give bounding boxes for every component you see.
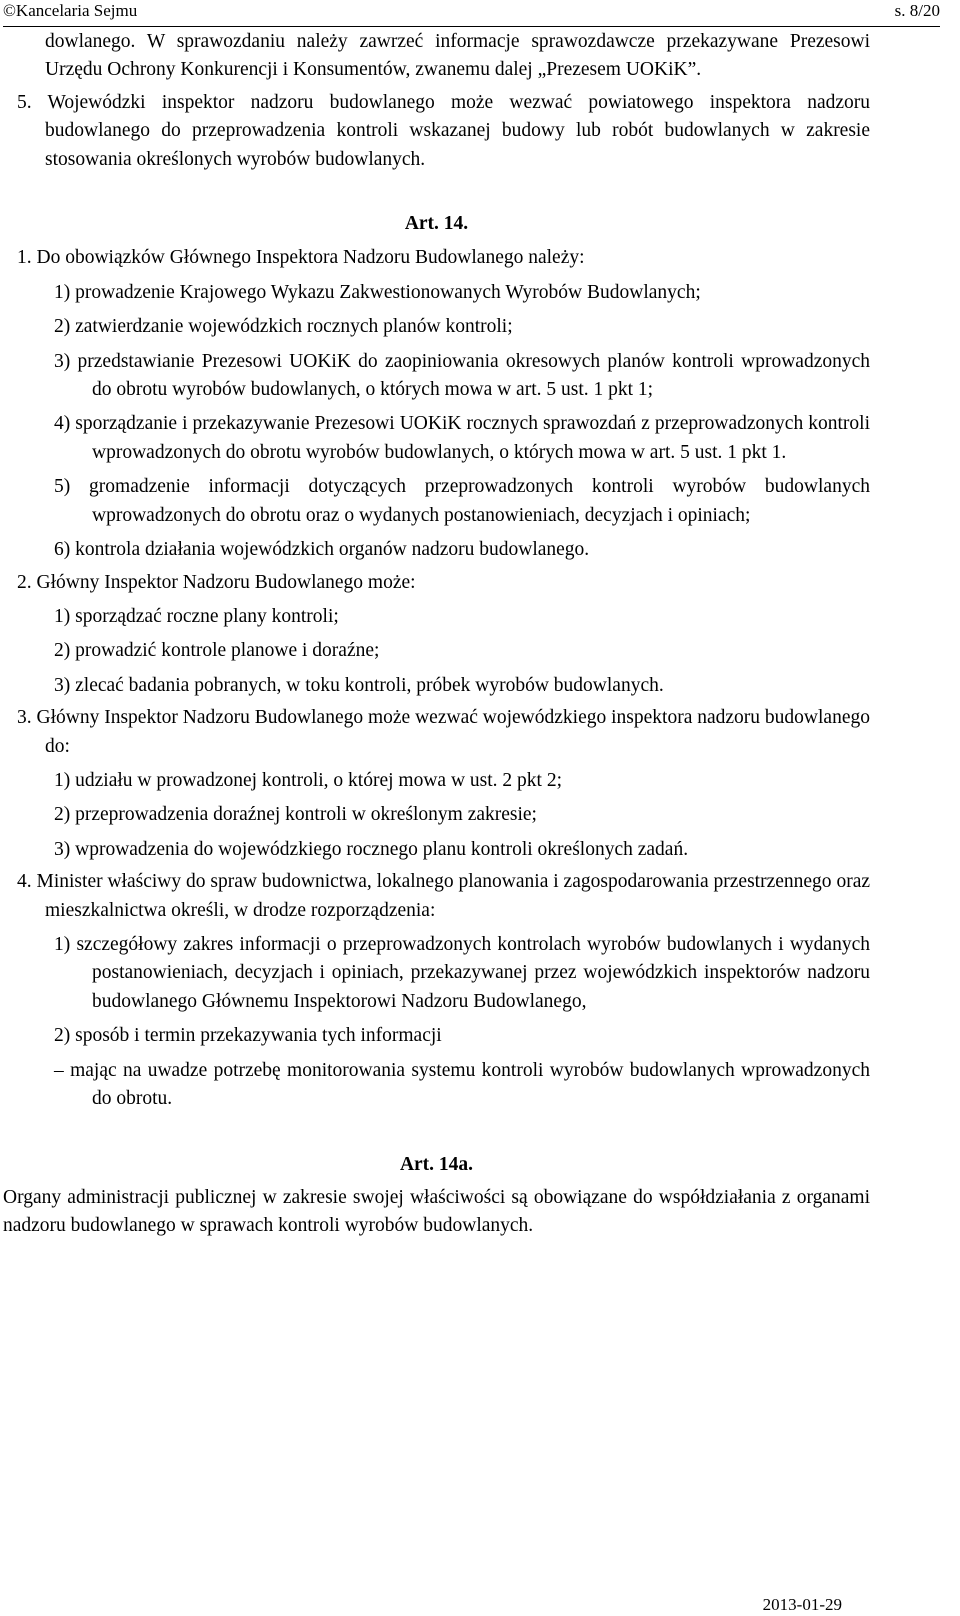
section-4-intro: 4. Minister właściwy do spraw budownictwa, lokalnego planowania i zagospodarowania przestrzennego oraz mieszkalnictwa określi, w drodze rozporządzenia: xyxy=(17,871,870,921)
section-3-item: 2) przeprowadzenia doraźnej kontroli w określonym zakresie; xyxy=(54,804,537,826)
article-14-title: Art. 14. xyxy=(404,213,469,235)
document-body xyxy=(3,28,870,1241)
section-2-intro: 2. Główny Inspektor Nadzoru Budowlanego może: xyxy=(17,571,416,593)
section-4-item: 2) sposób i termin przekazywania tych informacji xyxy=(54,1025,442,1047)
section-1-item: 6) kontrola działania wojewódzkich organów nadzoru budowlanego. xyxy=(54,539,590,561)
section-3-item: 1) udziału w prowadzonej kontroli, o której mowa w ust. 2 pkt 2; xyxy=(54,769,562,791)
article-14a-text: Organy administracji publicznej w zakresie swojej właściwości są obowiązane do współdziałania z organami nadzoru budowlanego w sprawach kontroli wyrobów budowlanych. xyxy=(3,1186,870,1237)
paragraph-5: 5. Wojewódzki inspektor nadzoru budowlanego może wezwać powiatowego inspektora nadzoru budowlanego do przeprowadzenia kontroli wskazanej budowy lub robót budowlanych w zakresie stosowania określonych wyrobów budowlanych. xyxy=(17,91,870,170)
section-1-item: 5) gromadzenie informacji dotyczących przeprowadzonych kontroli wyrobów budowlanych wprowadzonych do obrotu oraz o wydanych postanowieniach, decyzjach i opiniach; xyxy=(54,476,870,526)
section-1-item: 4) sporządzanie i przekazywanie Prezesowi UOKiK rocznych sprawozdań z przeprowadzonych kontroli wprowadzonych do obrotu wyrobów budowlanych, o których mowa w art. 5 ust. 1 pkt 1. xyxy=(54,413,870,463)
paragraph-continued: dowlanego. W sprawozdaniu należy zawrzeć informacje sprawozdawcze przekazywane Prezesowi Urzędu Ochrony Konkurencji i Konsumentów, zwanemu dalej „Prezesem UOKiK”. xyxy=(45,31,870,81)
header-source: ©Kancelaria Sejmu xyxy=(3,1,138,20)
article-14a-title: Art. 14a. xyxy=(399,1154,474,1176)
section-1-item: 2) zatwierdzanie wojewódzkich rocznych planów kontroli; xyxy=(54,316,513,338)
section-4-closing: – mając na uwadze potrzebę monitorowania systemu kontroli wyrobów budowlanych wprowadzonych do obrotu. xyxy=(54,1059,870,1109)
section-2-item: 3) zlecać badania pobranych, w toku kontroli, próbek wyrobów budowlanych. xyxy=(54,674,664,696)
header-page-number: s. 8/20 xyxy=(894,1,940,20)
section-1-intro: 1. Do obowiązków Głównego Inspektora Nadzoru Budowlanego należy: xyxy=(17,247,585,269)
section-4-item: 1) szczegółowy zakres informacji o przeprowadzonych kontrolach wyrobów budowlanych i wydanych postanowieniach, decyzjach i opiniach, przekazywanej przez wojewódzkich inspektorów nadzoru budowlanego Głównemu Inspektorowi Nadzoru Budowlanego, xyxy=(54,933,870,1012)
page-header xyxy=(3,0,940,27)
section-1-item: 1) prowadzenie Krajowego Wykazu Zakwestionowanych Wyrobów Budowlanych; xyxy=(54,281,701,303)
footer-date: 2013-01-29 xyxy=(762,1595,842,1614)
section-3-item: 3) wprowadzenia do wojewódzkiego rocznego planu kontroli określonych zadań. xyxy=(54,838,689,860)
section-2-item: 2) prowadzić kontrole planowe i doraźne; xyxy=(54,640,380,662)
section-3-intro: 3. Główny Inspektor Nadzoru Budowlanego może wezwać wojewódzkiego inspektora nadzoru budowlanego do: xyxy=(17,707,870,757)
section-2-item: 1) sporządzać roczne plany kontroli; xyxy=(54,605,339,627)
section-1-item: 3) przedstawianie Prezesowi UOKiK do zaopiniowania okresowych planów kontroli wprowadzonych do obrotu wyrobów budowlanych, o których mowa w art. 5 ust. 1 pkt 1; xyxy=(54,350,870,401)
